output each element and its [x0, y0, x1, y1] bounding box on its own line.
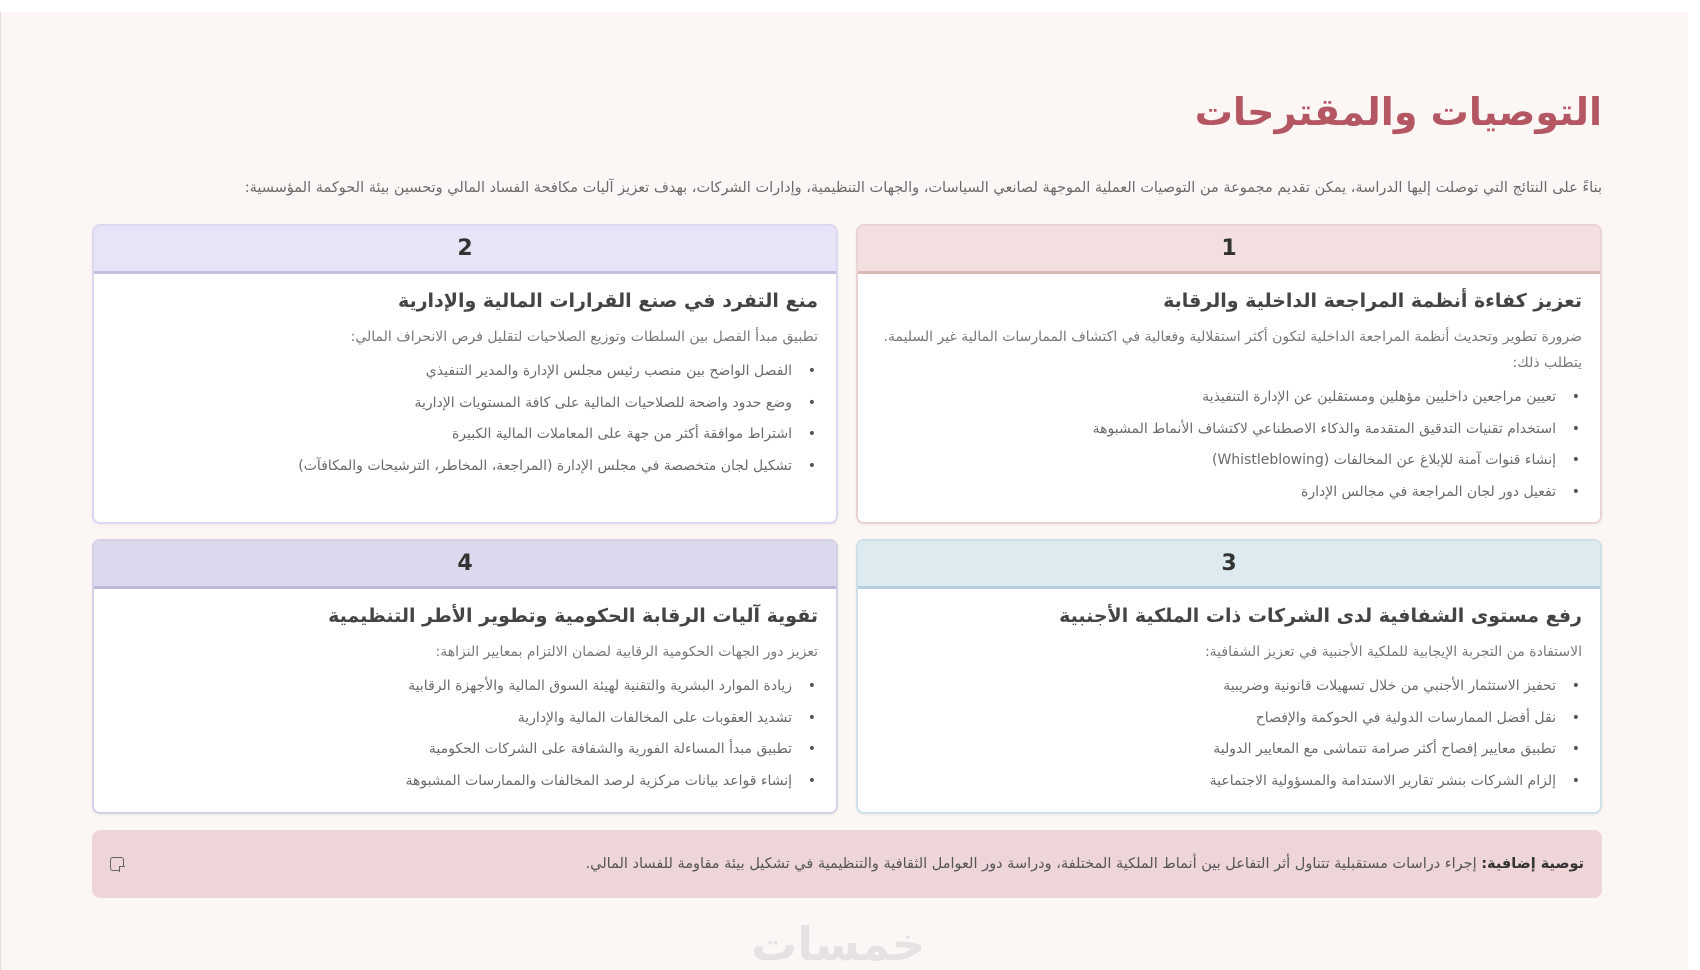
list-item: • تطبيق مبدأ المساءلة الفورية والشفافة على الشركات الحكومية: [112, 734, 792, 766]
slide: [0, 12, 1698, 970]
card-number: 3: [858, 541, 1600, 589]
list-item: • نقل أفضل الممارسات الدولية في الحوكمة والإفصاح: [876, 703, 1556, 735]
card-list: [112, 356, 818, 482]
list-item: • الفصل الواضح بين منصب رئيس مجلس الإدارة والمدير التنفيذي: [112, 356, 792, 388]
list-item: • وضع حدود واضحة للصلاحيات المالية على كافة المستويات الإدارية: [112, 388, 792, 420]
card-heading: منع التفرد في صنع القرارات المالية والإدارية: [397, 290, 818, 312]
list-item: • تشكيل لجان متخصصة في مجلس الإدارة (المراجعة، المخاطر، الترشيحات والمكافآت): [112, 451, 792, 483]
list-item: • تشديد العقوبات على المخالفات المالية والإدارية: [112, 703, 792, 735]
page-title: التوصيات والمقترحات: [1194, 90, 1602, 134]
list-item: • اشتراط موافقة أكثر من جهة على المعاملات المالية الكبيرة: [112, 419, 792, 451]
recommendation-card-2: [92, 224, 838, 524]
intro-text: بناءً على النتائج التي توصلت إليها الدراسة، يمكن تقديم مجموعة من التوصيات العملية الموجهة لصانعي السياسات، والجهات التنظيمية، وإدارات الشركات، بهدف تعزيز آليات مكافحة الفساد المالي وتحسين بيئة الحوكمة المؤسسية:: [244, 180, 1602, 196]
list-item: • تعيين مراجعين داخليين مؤهلين ومستقلين عن الإدارة التنفيذية: [876, 382, 1556, 414]
card-description: ضرورة تطوير وتحديث أنظمة المراجعة الداخلية لتكون أكثر استقلالية وفعالية في اكتشاف الممارسات المالية غير السليمة. يتطلب ذلك:: [883, 329, 1582, 371]
list-item: • تفعيل دور لجان المراجعة في مجالس الإدارة: [876, 477, 1556, 509]
card-list: [112, 671, 818, 797]
recommendation-card-3: [856, 539, 1602, 814]
recommendation-card-1: [856, 224, 1602, 524]
list-item: • تحفيز الاستثمار الأجنبي من خلال تسهيلات قانونية وضريبية: [876, 671, 1556, 703]
copy-icon[interactable]: [110, 857, 124, 871]
list-item: • تطبيق معايير إفصاح أكثر صرامة تتماشى مع المعايير الدولية: [876, 734, 1556, 766]
list-item: • إلزام الشركات بنشر تقارير الاستدامة والمسؤولية الاجتماعية: [876, 766, 1556, 798]
additional-recommendation-note: [92, 830, 1602, 898]
card-description: تطبيق مبدأ الفصل بين السلطات وتوزيع الصلاحيات لتقليل فرص الانحراف المالي:: [350, 329, 818, 345]
card-heading: تعزيز كفاءة أنظمة المراجعة الداخلية والرقابة: [1163, 290, 1582, 312]
card-number: 4: [94, 541, 836, 589]
card-heading: رفع مستوى الشفافية لدى الشركات ذات الملكية الأجنبية: [1059, 605, 1582, 627]
card-number: 1: [858, 226, 1600, 274]
list-item: • استخدام تقنيات التدقيق المتقدمة والذكاء الاصطناعي لاكتشاف الأنماط المشبوهة: [876, 414, 1556, 446]
card-list: [876, 382, 1582, 508]
recommendation-card-4: [92, 539, 838, 814]
list-item: • إنشاء قواعد بيانات مركزية لرصد المخالفات والممارسات المشبوهة: [112, 766, 792, 798]
note-text: إجراء دراسات مستقبلية تتناول أثر التفاعل بين أنماط الملكية المختلفة، ودراسة دور العوامل الثقافية والتنظيمية في تشكيل بيئة مقاومة للفساد المالي.: [585, 856, 1482, 872]
card-list: [876, 671, 1582, 797]
card-description: تعزيز دور الجهات الحكومية الرقابية لضمان الالتزام بمعايير النزاهة:: [435, 644, 818, 660]
card-heading: تقوية آليات الرقابة الحكومية وتطوير الأطر التنظيمية: [328, 605, 818, 627]
list-item: • إنشاء قنوات آمنة للإبلاغ عن المخالفات (Whistleblowing): [876, 445, 1556, 477]
card-number: 2: [94, 226, 836, 274]
watermark: خمسات: [751, 917, 926, 970]
card-description: الاستفادة من التجربة الإيجابية للملكية الأجنبية في تعزيز الشفافية:: [1204, 644, 1582, 660]
list-item: • زيادة الموارد البشرية والتقنية لهيئة السوق المالية والأجهزة الرقابية: [112, 671, 792, 703]
note-label: توصية إضافية:: [1481, 856, 1584, 872]
page-edge: [1688, 0, 1700, 970]
